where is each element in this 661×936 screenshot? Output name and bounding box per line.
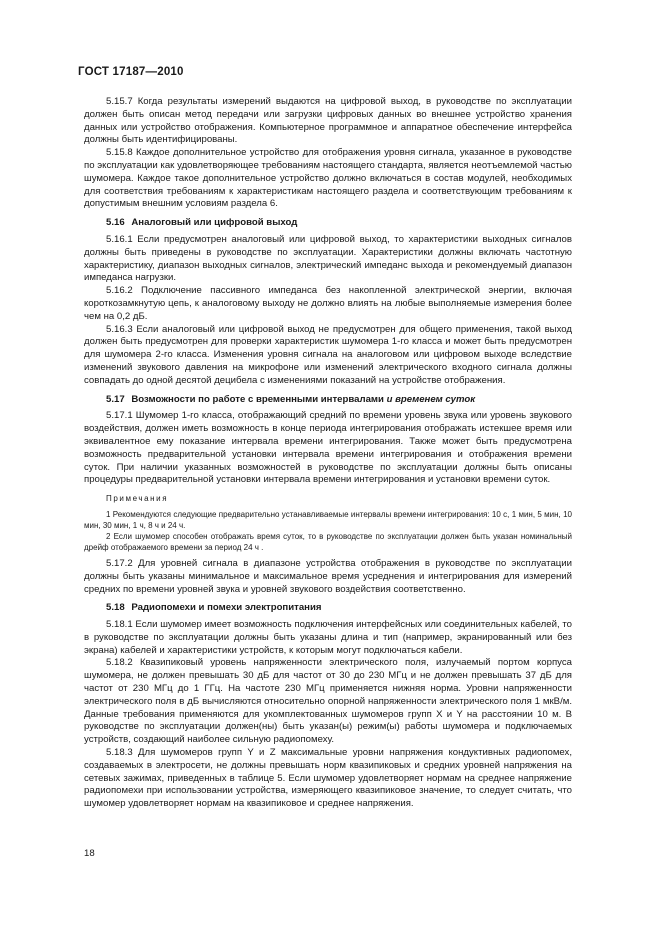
paragraph-5-18-1: 5.18.1 Если шумомер имеет возможность подключения интерфейсных или соединительных кабелей, то в руководстве по эксплуатации должны быть указаны длина и тип (например, экранированный или без экрана) кабелей и характеристики устройств, к которым могут подключаться кабели.: [84, 619, 572, 656]
section-number: 5.18: [106, 602, 125, 614]
paragraph-5-15-8: 5.15.8 Каждое дополнительное устройство для отображения уровня сигнала, указанное в руководстве по эксплуатации как удовлетворяющее требованиям настоящего стандарта, является неотъемлемой частью шумомера. Каждое такое дополнительное устройство должно включаться в состав модулей, необходимых для соответствия требованиям к характеристикам настоящего раздела и соответствующим требованиям к допустимым внешним условиям раздела 6.: [84, 147, 572, 210]
note-2: 2 Если шумомер способен отображать время суток, то в руководстве по эксплуатации должен быть указан номинальный дрейф отображаемого времени за период 24 ч .: [84, 531, 572, 552]
paragraph-5-15-7: 5.15.7 Когда результаты измерений выдаются на цифровой выход, в руководстве по эксплуатации должен быть описан метод передачи или загрузки цифровых данных во внешнее устройство хранения данных или устройство отображения. Компьютерное программное и аппаратное обеспечение интерфейса должны быть идентифицированы.: [84, 96, 572, 146]
notes-title: Примечания: [106, 494, 169, 504]
paragraph-5-17-1: 5.17.1 Шумомер 1-го класса, отображающий средний по времени уровень звука или уровень звукового воздействия, должен иметь возможность в конце периода интегрирования отображать истекшее время или эквивалентное ему показание интервала времени интегрирования. Также может быть предусмотрена возможность предварительной установки интервала времени интегрирования и отображения времени суток. При наличии указанных возможностей в руководстве по эксплуатации должны быть описаны процедуры предварительной установки интервала времени интегрирования и установки времени суток.: [84, 410, 572, 486]
paragraph-5-16-2: 5.16.2 Подключение пассивного импеданса без накопленной электрической энергии, включая короткозамкнутую цепь, к аналоговому выходу не должно влиять на любые выполняемые измерения более чем на 0,2 дБ.: [84, 285, 572, 322]
section-number: 5.17: [106, 393, 125, 405]
note-1: 1 Рекомендуются следующие предварительно устанавливаемые интервалы времени интегрирования: 10 с, 1 мин, 5 мин, 10 мин, 30 мин, 1 ч, 8 ч и 24 ч.: [84, 509, 572, 530]
section-heading-5-16: [84, 217, 572, 230]
section-title: Возможности по работе с временными интервалами: [131, 393, 384, 405]
section-number: 5.16: [106, 217, 125, 229]
section-title: Аналоговый или цифровой выход: [131, 217, 298, 229]
section-heading-5-18: [84, 602, 572, 615]
document-body: [84, 96, 572, 811]
section-title-italic: и временем суток: [386, 393, 476, 405]
paragraph-5-17-2: 5.17.2 Для уровней сигнала в диапазоне устройства отображения в руководстве по эксплуатации должны быть указаны минимальное и максимальное время усреднения и интегрирования для измерений средних по времени уровней звука и уровней звукового воздействия соответственно.: [84, 557, 572, 595]
section-title: Радиопомехи и помехи электропитания: [131, 602, 322, 614]
section-heading-5-17: [84, 394, 572, 407]
page-number: 18: [84, 848, 95, 859]
paragraph-5-16-1: 5.16.1 Если предусмотрен аналоговый или цифровой выход, то характеристики выходных сигналов должны быть приведены в руководстве по эксплуатации. Характеристики должны включать частотную характеристику, диапазон выходных сигналов, электрический импеданс выхода и рекомендуемый диапазон импеданса нагрузки.: [84, 233, 572, 284]
paragraph-5-16-3: 5.16.3 Если аналоговый или цифровой выход не предусмотрен для общего применения, такой выход должен быть предусмотрен для проверки характеристик шумомера 1-го класса и может быть предусмотрен для шумомера 2-го класса. Изменения уровня сигнала на аналоговом или цифровом выходе вследствие изменений звукового давления на микрофоне или изменений электрического входного сигнала должны совпадать до одной десятой децибела с изменениями показаний на устройстве отображения.: [84, 323, 572, 386]
paragraph-5-18-3: 5.18.3 Для шумомеров групп Y и Z максимальные уровни напряжения кондуктивных радиопомех, создаваемых в электросети, не должны превышать норм квазипиковых и средних уровней напряжения на сетевых зажимах, приведенных в таблице 5. Если шумомер удовлетворяет нормам на среднее напряжение радиопомехи при использовании устройства, измеряющего квазипиковое значение, то следует считать, что шумомер удовлетворяет нормам на квазипиковое и среднее напряжения.: [84, 747, 572, 810]
paragraph-5-18-2: 5.18.2 Квазипиковый уровень напряженности электрического поля, излучаемый портом корпуса шумомера, не должен превышать 30 дБ для частот от 30 до 230 МГц и не должен превышать 37 дБ для частот от 230 МГц до 1 ГГц. На частоте 230 МГц применяется нижняя норма. Уровни напряженности электрического поля в дБ вычисляются относительно опорной напряженности электрического поля 1 мкВ/м. Данные требования применяются для укомплектованных шумомеров групп X и Y на расстоянии 10 м. В руководстве по эксплуатации должен(ны) быть указан(ы) режим(ы) работы шумомера и подключаемых устройств, создающий наиболее сильную радиопомеху.: [84, 657, 572, 746]
document-header: ГОСТ 17187—2010: [78, 66, 184, 78]
